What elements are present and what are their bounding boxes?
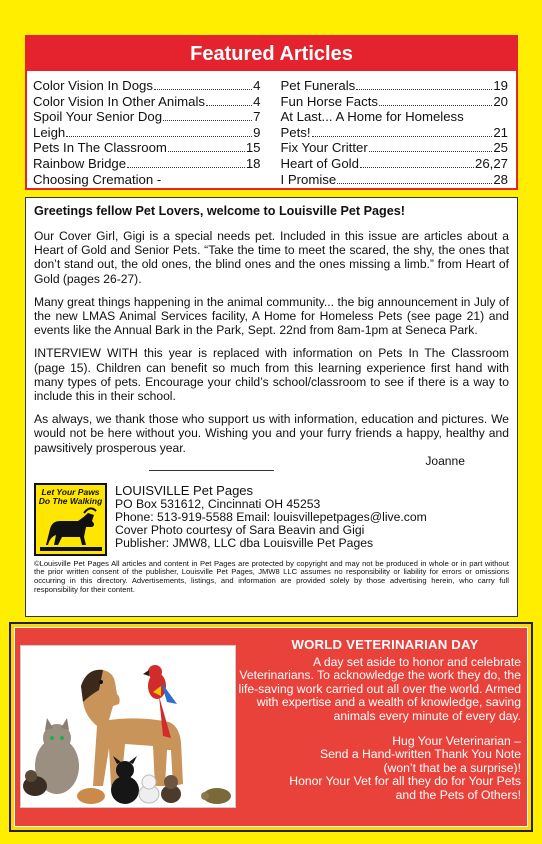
photo-credit: Cover Photo courtesy of Sara Beavin and Gigi bbox=[115, 523, 365, 538]
toc-item[interactable]: Fun Horse Facts 20 bbox=[280, 93, 508, 109]
letter-greeting: Greetings fellow Pet Lovers, welcome to Louisville Pet Pages! bbox=[34, 204, 405, 218]
toc-item[interactable]: Pets In The Classroom 15 bbox=[33, 140, 261, 156]
toc-item[interactable]: Color Vision In Dogs 4 bbox=[33, 78, 261, 93]
toc-item[interactable]: Rainbow Bridge 18 bbox=[33, 155, 261, 171]
guinea-pig-illustration bbox=[77, 788, 105, 804]
toc-item[interactable]: Pets! 21 bbox=[280, 124, 508, 140]
letter-paragraph: Our Cover Girl, Gigi is a special needs pet. Included in this issue are articles about a Heart of Gold and Senior Pets. “Take the time to meet the scared, the shy, the ones that don’t stand out, the old ones, the blind ones and the ones missing a limb.” from Heart of Gold (pages 26-27). bbox=[34, 229, 509, 286]
paws-logo bbox=[34, 483, 107, 556]
vet-day-box bbox=[14, 627, 528, 827]
mailing-address: PO Box 531612, Cincinnati OH 45253 bbox=[115, 496, 321, 511]
toc-item[interactable]: Heart of Gold 26,27 bbox=[280, 155, 508, 171]
toc-item[interactable]: Leigh 9 bbox=[33, 124, 261, 140]
table-of-contents bbox=[27, 71, 516, 187]
letter-paragraph: As always, we thank those who support us with information, education and pictures. We would not be here without you. Wishing you and your furry friends a happy, healthy and pawsitively prosperous year. bbox=[34, 412, 509, 455]
toc-item[interactable]: Fix Your Critter 25 bbox=[280, 140, 508, 156]
toc-item-line[interactable]: At Last... A Home for Homeless bbox=[280, 109, 464, 125]
phone-email: Phone: 513-919-5588 Email: louisvillepetpages@live.com bbox=[115, 510, 427, 525]
letter-signature: Joanne bbox=[425, 453, 465, 468]
vet-day-paragraph: A day set aside to honor and celebrate Veterinarians. To acknowledge the work they do, the life-saving work carried out all over the world. Armed with expertise and a wealth of knowledge, saving animals every minute of every day. bbox=[238, 655, 521, 723]
vet-day-callout: Hug Your Veterinarian – Send a Hand-written Thank You Note (won’t that be a surprise)! Honor Your Vet for all they do for Your Pets and the Pets of Others! bbox=[289, 734, 521, 802]
turtle-illustration bbox=[201, 788, 231, 804]
toc-item[interactable]: Color Vision In Other Animals 4 bbox=[33, 93, 261, 109]
copyright-disclaimer: ©Louisville Pet Pages All articles and content in Pet Pages are protected by copyright and may not be produced in whole or in part without the prior written consent of the publisher, Louisville Pet Pages, JMW8 LLC assumes no responsibility or liability for errors or omissions occurring in this directory. Advertisements, listings, and information are provided solely by those advertising herein, who carry full responsibility for their content. bbox=[34, 558, 509, 594]
logo-text: Let Your Paws Do The Walking bbox=[38, 486, 103, 506]
pets-group-photo bbox=[20, 645, 236, 808]
contact-block bbox=[34, 483, 509, 556]
vet-day-frame bbox=[9, 622, 533, 832]
vet-day-text bbox=[236, 656, 521, 814]
publisher-line: Publisher: JMW8, LLC dba Louisville Pet Pages bbox=[115, 536, 374, 551]
toc-left-column bbox=[33, 78, 261, 187]
featured-articles-title: Featured Articles bbox=[27, 37, 516, 71]
editor-letter-box bbox=[25, 197, 518, 617]
featured-articles-box bbox=[25, 35, 518, 190]
walking-dog-icon bbox=[40, 507, 102, 553]
letter-paragraph: INTERVIEW WITH this year is replaced with information on Pets In The Classroom (page 15). Children can benefit so much from this learning experience first hand with many types of pets. Encourage your child’s school/classroom to see if there is a way to include this in their school. bbox=[34, 346, 509, 404]
toc-item[interactable]: Pet Funerals 19 bbox=[280, 78, 508, 93]
contact-details bbox=[115, 483, 427, 556]
toc-item[interactable]: Choosing Cremation - bbox=[33, 171, 162, 187]
toc-right-column bbox=[261, 78, 513, 187]
vet-day-title: WORLD VETERINARIAN DAY bbox=[291, 637, 479, 652]
toc-item[interactable]: I Promise 28 bbox=[280, 171, 508, 187]
divider-line bbox=[149, 470, 274, 471]
toc-item[interactable]: Spoil Your Senior Dog 7 bbox=[33, 109, 261, 125]
letter-paragraph: Many great things happening in the animal community... the big announcement in July of the new LMAS Animal Services facility, A Home for Homeless Pets (see page 21) and events like the Annual Bark in the Park, Sept. 22nd from 8am-1pm at Seneca Park. bbox=[34, 294, 509, 338]
publication-name: LOUISVILLE Pet Pages bbox=[115, 482, 254, 498]
